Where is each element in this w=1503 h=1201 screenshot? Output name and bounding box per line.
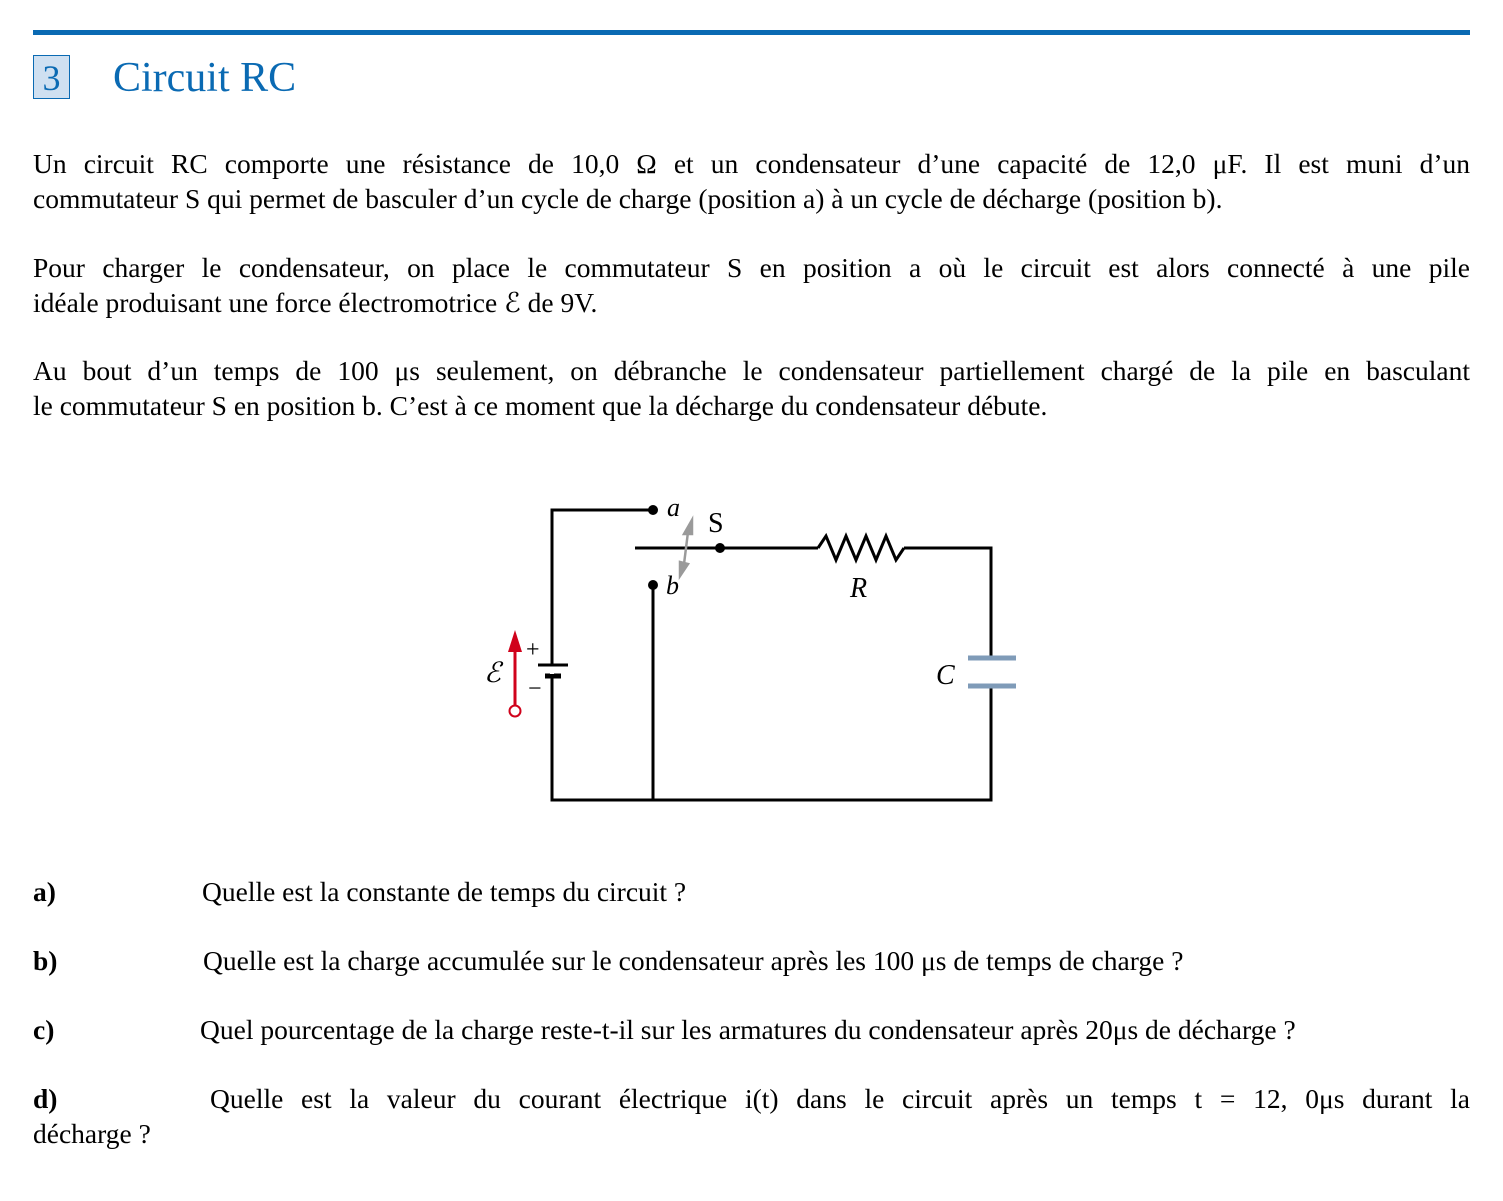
question-c-text: Quel pourcentage de la charge reste-t-il sur les armatures du condensateur après 20μs de décharge ?	[200, 1014, 1296, 1045]
rc-circuit-diagram	[470, 490, 1030, 810]
resistor	[818, 536, 904, 560]
intro-p3-line-2: le commutateur S en position b. C’est à ce moment que la décharge du condensateur débute.	[33, 390, 1048, 421]
label-r: R	[850, 573, 868, 604]
contact-b-dot	[648, 580, 658, 590]
question-a-text: Quelle est la constante de temps du circuit ?	[202, 876, 687, 907]
label-minus: −	[528, 676, 542, 702]
question-a-letter: a)	[33, 876, 56, 907]
question-d-text-continued: décharge ?	[33, 1118, 151, 1149]
label-a: a	[667, 493, 680, 522]
label-emf: ℰ	[484, 658, 501, 689]
label-plus: +	[526, 637, 540, 663]
intro-p2-line-1: Pour charger le condensateur, on place le commutateur S en position a où le circuit est alors connecté à une pile	[33, 252, 1470, 283]
wire-right	[904, 548, 991, 658]
wire-top-left	[552, 510, 650, 665]
label-s: S	[708, 508, 724, 539]
question-d-letter: d)	[33, 1083, 58, 1114]
label-b: b	[666, 571, 679, 600]
intro-p1-line-2: commutateur S qui permet de basculer d’un cycle de charge (position a) à un cycle de décharge (position b).	[33, 183, 1223, 214]
intro-paragraph-2	[33, 250, 1470, 320]
intro-paragraph-3	[33, 353, 1470, 423]
intro-p1-line-1: Un circuit RC comporte une résistance de 10,0 Ω et un condensateur d’une capacité de 12,0 μF. Il est muni d’un	[33, 148, 1470, 179]
section-number: 3	[33, 55, 70, 99]
label-c: C	[936, 660, 955, 691]
intro-p2-line-2: idéale produisant une force électromotrice ℰ de 9V.	[33, 287, 598, 318]
contact-a-dot	[648, 505, 658, 515]
wire-bottom	[552, 685, 991, 800]
question-c-letter: c)	[33, 1014, 55, 1045]
question-b-letter: b)	[33, 945, 58, 976]
question-d-text: Quelle est la valeur du courant électrique i(t) dans le circuit après un temps t = 12, 0μs durant la	[210, 1083, 1470, 1114]
top-rule	[33, 30, 1470, 35]
switch-pivot-dot	[715, 543, 725, 553]
question-b-text: Quelle est la charge accumulée sur le condensateur après les 100 μs de temps de charge ?	[203, 945, 1184, 976]
emf-arrow	[508, 630, 522, 717]
intro-paragraph-1	[33, 146, 1470, 216]
section-title: Circuit RC	[113, 55, 297, 101]
intro-p3-line-1: Au bout d’un temps de 100 μs seulement, on débranche le condensateur partiellement chargé de la pile en basculant	[33, 355, 1470, 386]
